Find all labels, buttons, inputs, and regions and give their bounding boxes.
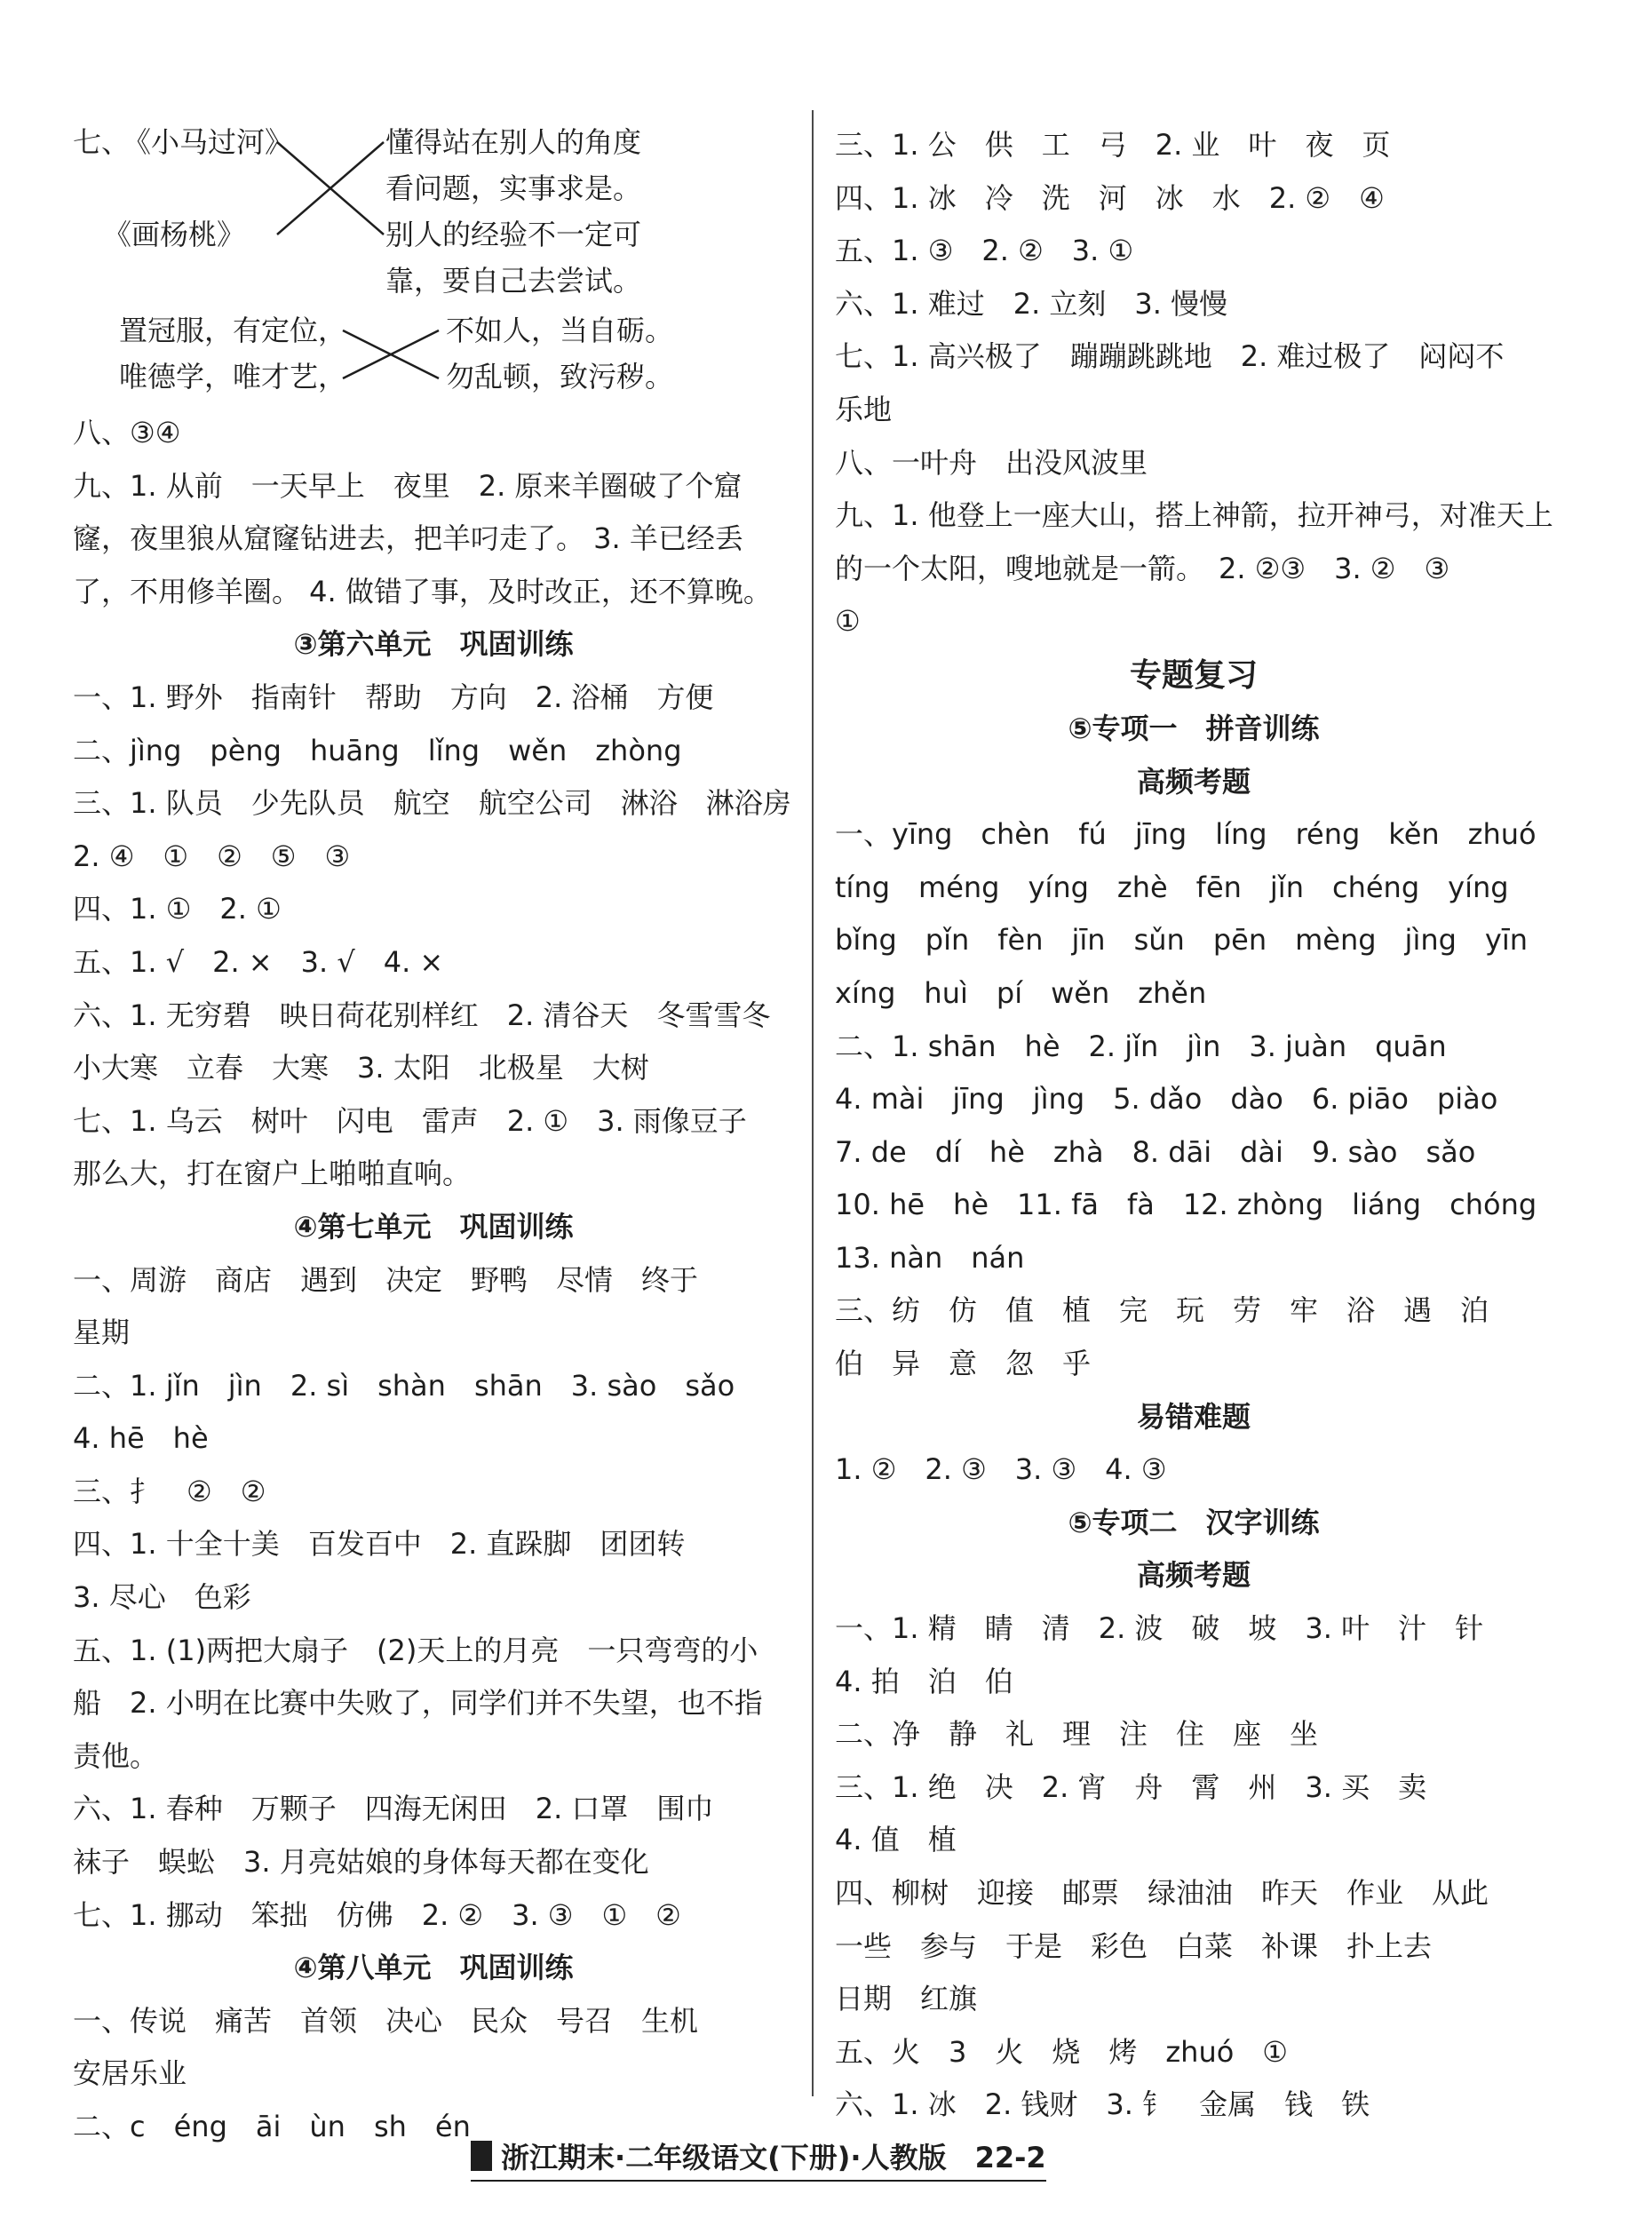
matching-right-item: 别人的经验不一定可: [385, 218, 642, 251]
answer-line: 了，不用修羊圈。 4. 做错了事，及时改正，还不算晚。: [73, 574, 772, 608]
answer-line: 二、1. jǐn jìn 2. sì shàn shān 3. sào sǎo: [73, 1368, 735, 1403]
answer-line: 4. 拍 泊 伯: [835, 1664, 1013, 1698]
footer-underline: [471, 2180, 1046, 2182]
answer-line: 的一个太阳，嗖地就是一箭。 2. ②③ 3. ② ③: [835, 551, 1450, 585]
page-footer: [471, 2134, 1046, 2178]
matching-right-item: 看问题，实事求是。: [385, 171, 642, 205]
answer-line: 1. ② 2. ③ 3. ③ 4. ③: [835, 1452, 1167, 1487]
section-title: 专题复习: [1129, 656, 1258, 694]
answer-line: 五、火 3 火 烧 烤 zhuó ①: [835, 2034, 1288, 2069]
section-heading: ⑤专项一 拼音训练: [1068, 711, 1320, 745]
answer-line: 七、1. 挪动 笨拙 仿佛 2. ② 3. ③ ① ②: [73, 1897, 681, 1932]
answer-line: 二、净 静 礼 理 注 住 座 坐: [835, 1717, 1319, 1752]
answer-line: 7. de dí hè zhà 8. dāi dài 9. sào sǎo: [835, 1134, 1476, 1169]
answer-line: 小大寒 立春 大寒 3. 太阳 北极星 大树: [73, 1051, 649, 1085]
matching-right-item: 不如人，当自砺。: [446, 314, 674, 347]
answer-line: 二、jìng pèng huāng lǐng wěn zhòng: [73, 733, 682, 767]
left-answer-lines: [73, 407, 794, 2154]
answer-line: 窿，夜里狼从窟窿钻进去，把羊叼走了。 3. 羊已经丢: [73, 521, 743, 556]
section-heading: ③第六单元 巩固训练: [293, 627, 574, 662]
matching-lines: [274, 119, 389, 243]
matching-exercise-2: [73, 307, 794, 407]
answer-line: 日期 红旗: [835, 1982, 978, 2016]
matching-exercise-1: [73, 119, 794, 304]
answer-line: 六、1. 无穷碧 映日荷花别样红 2. 清谷天 冬雪雪冬: [73, 998, 771, 1032]
answer-line: 袜子 蜈蚣 3. 月亮姑娘的身体每天都在变化: [73, 1845, 649, 1880]
answer-line: 伯 异 意 忽 乎: [835, 1347, 1092, 1381]
answer-line: 船 2. 小明在比赛中失败了，同学们并不失望，也不指: [73, 1686, 763, 1721]
answer-line: 一、1. 精 睛 清 2. 波 破 坡 3. 叶 汁 针: [835, 1611, 1484, 1646]
section-heading: ④第八单元 巩固训练: [293, 1951, 574, 1985]
matching-left-item: 《画杨桃》: [103, 218, 246, 251]
answer-line: 三、1. 公 供 工 弓 2. 业 叶 夜 页: [835, 128, 1391, 162]
answer-line: 一、yīng chèn fú jīng líng réng kěn zhuó: [835, 817, 1537, 852]
answer-line: 五、1. √ 2. × 3. √ 4. ×: [73, 944, 444, 979]
answer-line: 2. ④ ① ② ⑤ ③: [73, 839, 351, 873]
answer-line: 四、1. 十全十美 百发百中 2. 直跺脚 团团转: [73, 1527, 686, 1562]
answer-line: 责他。: [73, 1738, 159, 1773]
answer-line: 4. mài jīng jìng 5. dǎo dào 6. piāo piào: [835, 1082, 1498, 1117]
answer-line: 一、周游 商店 遇到 决定 野鸭 尽情 终于: [73, 1262, 699, 1297]
answer-line: ①: [835, 604, 861, 639]
answer-line: 一、1. 野外 指南针 帮助 方向 2. 浴桶 方便: [73, 680, 714, 714]
matching-right-item: 懂得站在别人的角度: [385, 125, 642, 159]
answer-line: 八、一叶舟 出没风波里: [835, 445, 1148, 480]
matching-prefix: 七、: [73, 125, 131, 159]
answer-line: 13. nàn nán: [835, 1240, 1025, 1275]
answer-line: 安居乐业: [73, 2056, 187, 2091]
answer-line: 四、1. 冰 冷 洗 河 冰 水 2. ② ④: [835, 180, 1385, 215]
right-answer-lines: [835, 119, 1553, 2132]
answer-line: 九、1. 从前 一天早上 夜里 2. 原来羊圈破了个窟: [73, 468, 743, 503]
footer-text: 浙江期末·二年级语文(下册)·人教版 22-2: [501, 2141, 1046, 2174]
answer-line: xíng huì pí wěn zhěn: [835, 975, 1207, 1010]
section-heading: ④第七单元 巩固训练: [293, 1209, 574, 1244]
answer-line: 三、扌 ② ②: [73, 1474, 266, 1508]
left-column: [73, 119, 794, 2154]
matching-right-item: 靠，要自己去尝试。: [385, 264, 642, 298]
answer-line: tíng méng yíng zhè fēn jǐn chéng yíng: [835, 870, 1509, 904]
answer-line: 一些 参与 于是 彩色 白菜 补课 扑上去: [835, 1928, 1433, 1963]
answer-line: 二、1. shān hè 2. jǐn jìn 3. juàn quān: [835, 1029, 1447, 1063]
answer-line: 六、1. 春种 万颗子 四海无闲田 2. 口罩 围巾: [73, 1792, 714, 1826]
answer-line: 二、c éng āi ùn sh én: [73, 2110, 471, 2143]
answer-line: 四、1. ① 2. ①: [73, 892, 282, 926]
section-heading: 易错难题: [1136, 1399, 1251, 1434]
section-heading: ⑤专项二 汉字训练: [1068, 1505, 1320, 1539]
answer-line: 一、传说 痛苦 首领 决心 民众 号召 生机: [73, 2003, 699, 2038]
answer-line: 星期: [73, 1316, 131, 1350]
matching-left-item: 《小马过河》: [123, 125, 294, 159]
matching-right-item: 勿乱顿，致污秽。: [446, 360, 674, 394]
answer-line: 10. hē hè 11. fā fà 12. zhòng liáng chóng: [835, 1188, 1537, 1222]
matching-left-item: 置冠服，有定位，: [119, 314, 347, 347]
answer-line: 3. 尽心 色彩: [73, 1580, 251, 1615]
answer-line: 九、1. 他登上一座大山，搭上神箭，拉开神弓，对准天上: [835, 498, 1553, 533]
answer-line: 那么大，打在窗户上啪啪直响。: [73, 1157, 472, 1191]
answer-line: bǐng pǐn fèn jīn sǔn pēn mèng jìng yīn: [835, 923, 1529, 958]
section-heading: 高频考题: [1136, 764, 1251, 799]
answer-line: 4. hē hè: [73, 1421, 209, 1456]
answer-line: 乐地: [835, 392, 893, 426]
answer-line: 4. 值 植: [835, 1823, 957, 1857]
section-heading: 高频考题: [1136, 1558, 1251, 1593]
matching-lines: [339, 307, 446, 405]
answer-line: 五、1. ③ 2. ② 3. ①: [835, 234, 1134, 268]
answer-line: 七、1. 高兴极了 蹦蹦跳跳地 2. 难过极了 闷闷不: [835, 339, 1505, 374]
answer-line: 五、1. (1)两把大扇子 (2)天上的月亮 一只弯弯的小: [73, 1633, 758, 1667]
answer-line: 八、③④: [73, 416, 181, 449]
answer-line: 三、1. 队员 少先队员 航空 航空公司 淋浴 淋浴房: [73, 786, 791, 821]
column-divider: [812, 110, 814, 2096]
right-column: [835, 119, 1553, 2132]
answer-line: 七、1. 乌云 树叶 闪电 雷声 2. ① 3. 雨像豆子: [73, 1103, 747, 1138]
answer-line: 三、1. 绝 决 2. 宵 舟 霄 州 3. 买 卖: [835, 1769, 1427, 1804]
footer-mark-icon: [471, 2141, 492, 2171]
answer-line: 六、1. 冰 2. 钱财 3. 钅 金属 钱 铁: [835, 2087, 1370, 2122]
matching-left-item: 唯德学，唯才艺，: [119, 360, 347, 394]
answer-line: 四、柳树 迎接 邮票 绿油油 昨天 作业 从此: [835, 1876, 1489, 1910]
answer-line: 三、纺 仿 值 植 完 玩 劳 牢 浴 遇 泊: [835, 1293, 1489, 1328]
answer-line: 六、1. 难过 2. 立刻 3. 慢慢: [835, 286, 1228, 321]
